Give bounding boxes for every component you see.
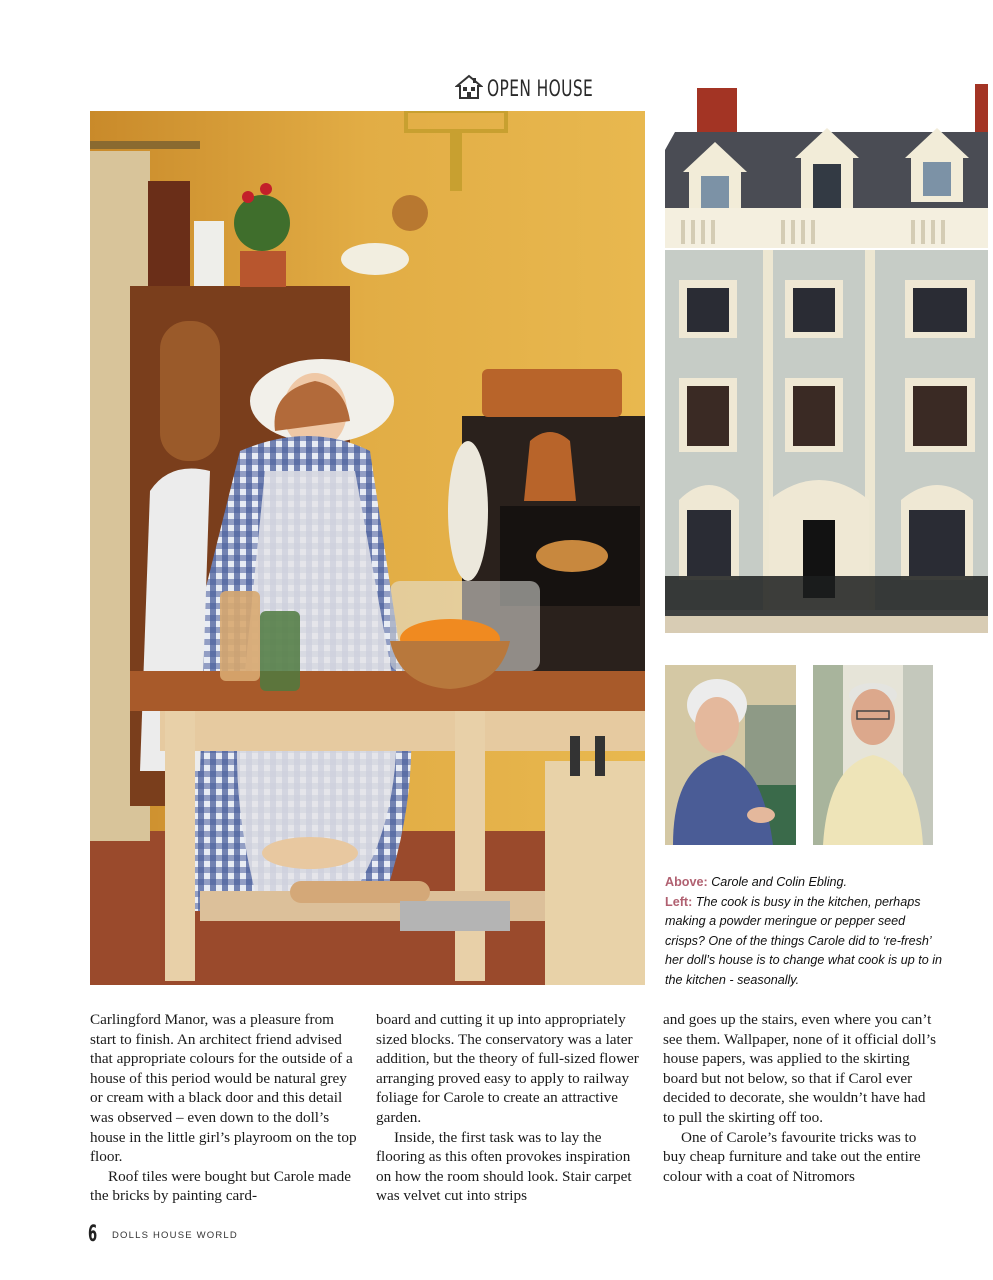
caption-left-label: Left: (665, 894, 693, 909)
dolls-house-exterior-photo (665, 80, 988, 633)
paragraph: Inside, the first task was to lay the flooring as this often provokes inspiration on how the room should look. Stair carpet was velvet cut into strips (376, 1128, 632, 1205)
carole-portrait-photo (665, 665, 796, 845)
paragraph: Carlingford Manor, was a pleasure from start to finish. An architect friend advised that appropriate colours for the outside of a house of this period would be natural grey or cream with a black door and this detail was observed – even down to the doll’s house in the little girl’s playroom on the top floor. (90, 1011, 357, 1166)
paragraph: board and cutting it up into appropriately sized blocks. The conservatory was a later addition, but the theory of full-sized flower arranging proved easy to apply to railway foliage for Carole to create an attractive garden. (376, 1011, 639, 1126)
kitchen-scene-photo (90, 111, 645, 985)
article-column-1 (90, 1010, 362, 1206)
paragraph: Roof tiles were bought but Carole made the bricks by painting card- (90, 1167, 351, 1205)
colin-portrait-photo (813, 665, 933, 845)
house-icon (455, 73, 483, 106)
paragraph: One of Carole’s favourite tricks was to buy cheap furniture and take out the entire colour with a coat of Nitromors (663, 1128, 921, 1185)
article-column-3 (663, 1010, 939, 1186)
photo-caption (665, 873, 945, 991)
article-column-2 (376, 1010, 648, 1206)
magazine-name: DOLLS HOUSE WORLD (112, 1230, 238, 1241)
caption-left-text: The cook is busy in the kitchen, perhaps making a powder meringue or pepper seed crisps? One of the things Carole did to ‘re-fresh’ her doll’s house is to change what cook is up to in the kitchen - seasonally. (665, 894, 943, 987)
section-header (455, 74, 623, 104)
paragraph: and goes up the stairs, even where you can’t see them. Wallpaper, none of it official doll’s house papers, was applied to the skirting board but not below, so that if Carol ever decided to decorate, she wouldn’t have had to pull the skirting off too. (663, 1011, 937, 1126)
section-label: OPEN HOUSE (487, 76, 594, 102)
page-number: 6 (88, 1222, 98, 1247)
caption-above-text: Carole and Colin Ebling. (711, 875, 848, 889)
caption-above-label: Above: (665, 875, 708, 889)
